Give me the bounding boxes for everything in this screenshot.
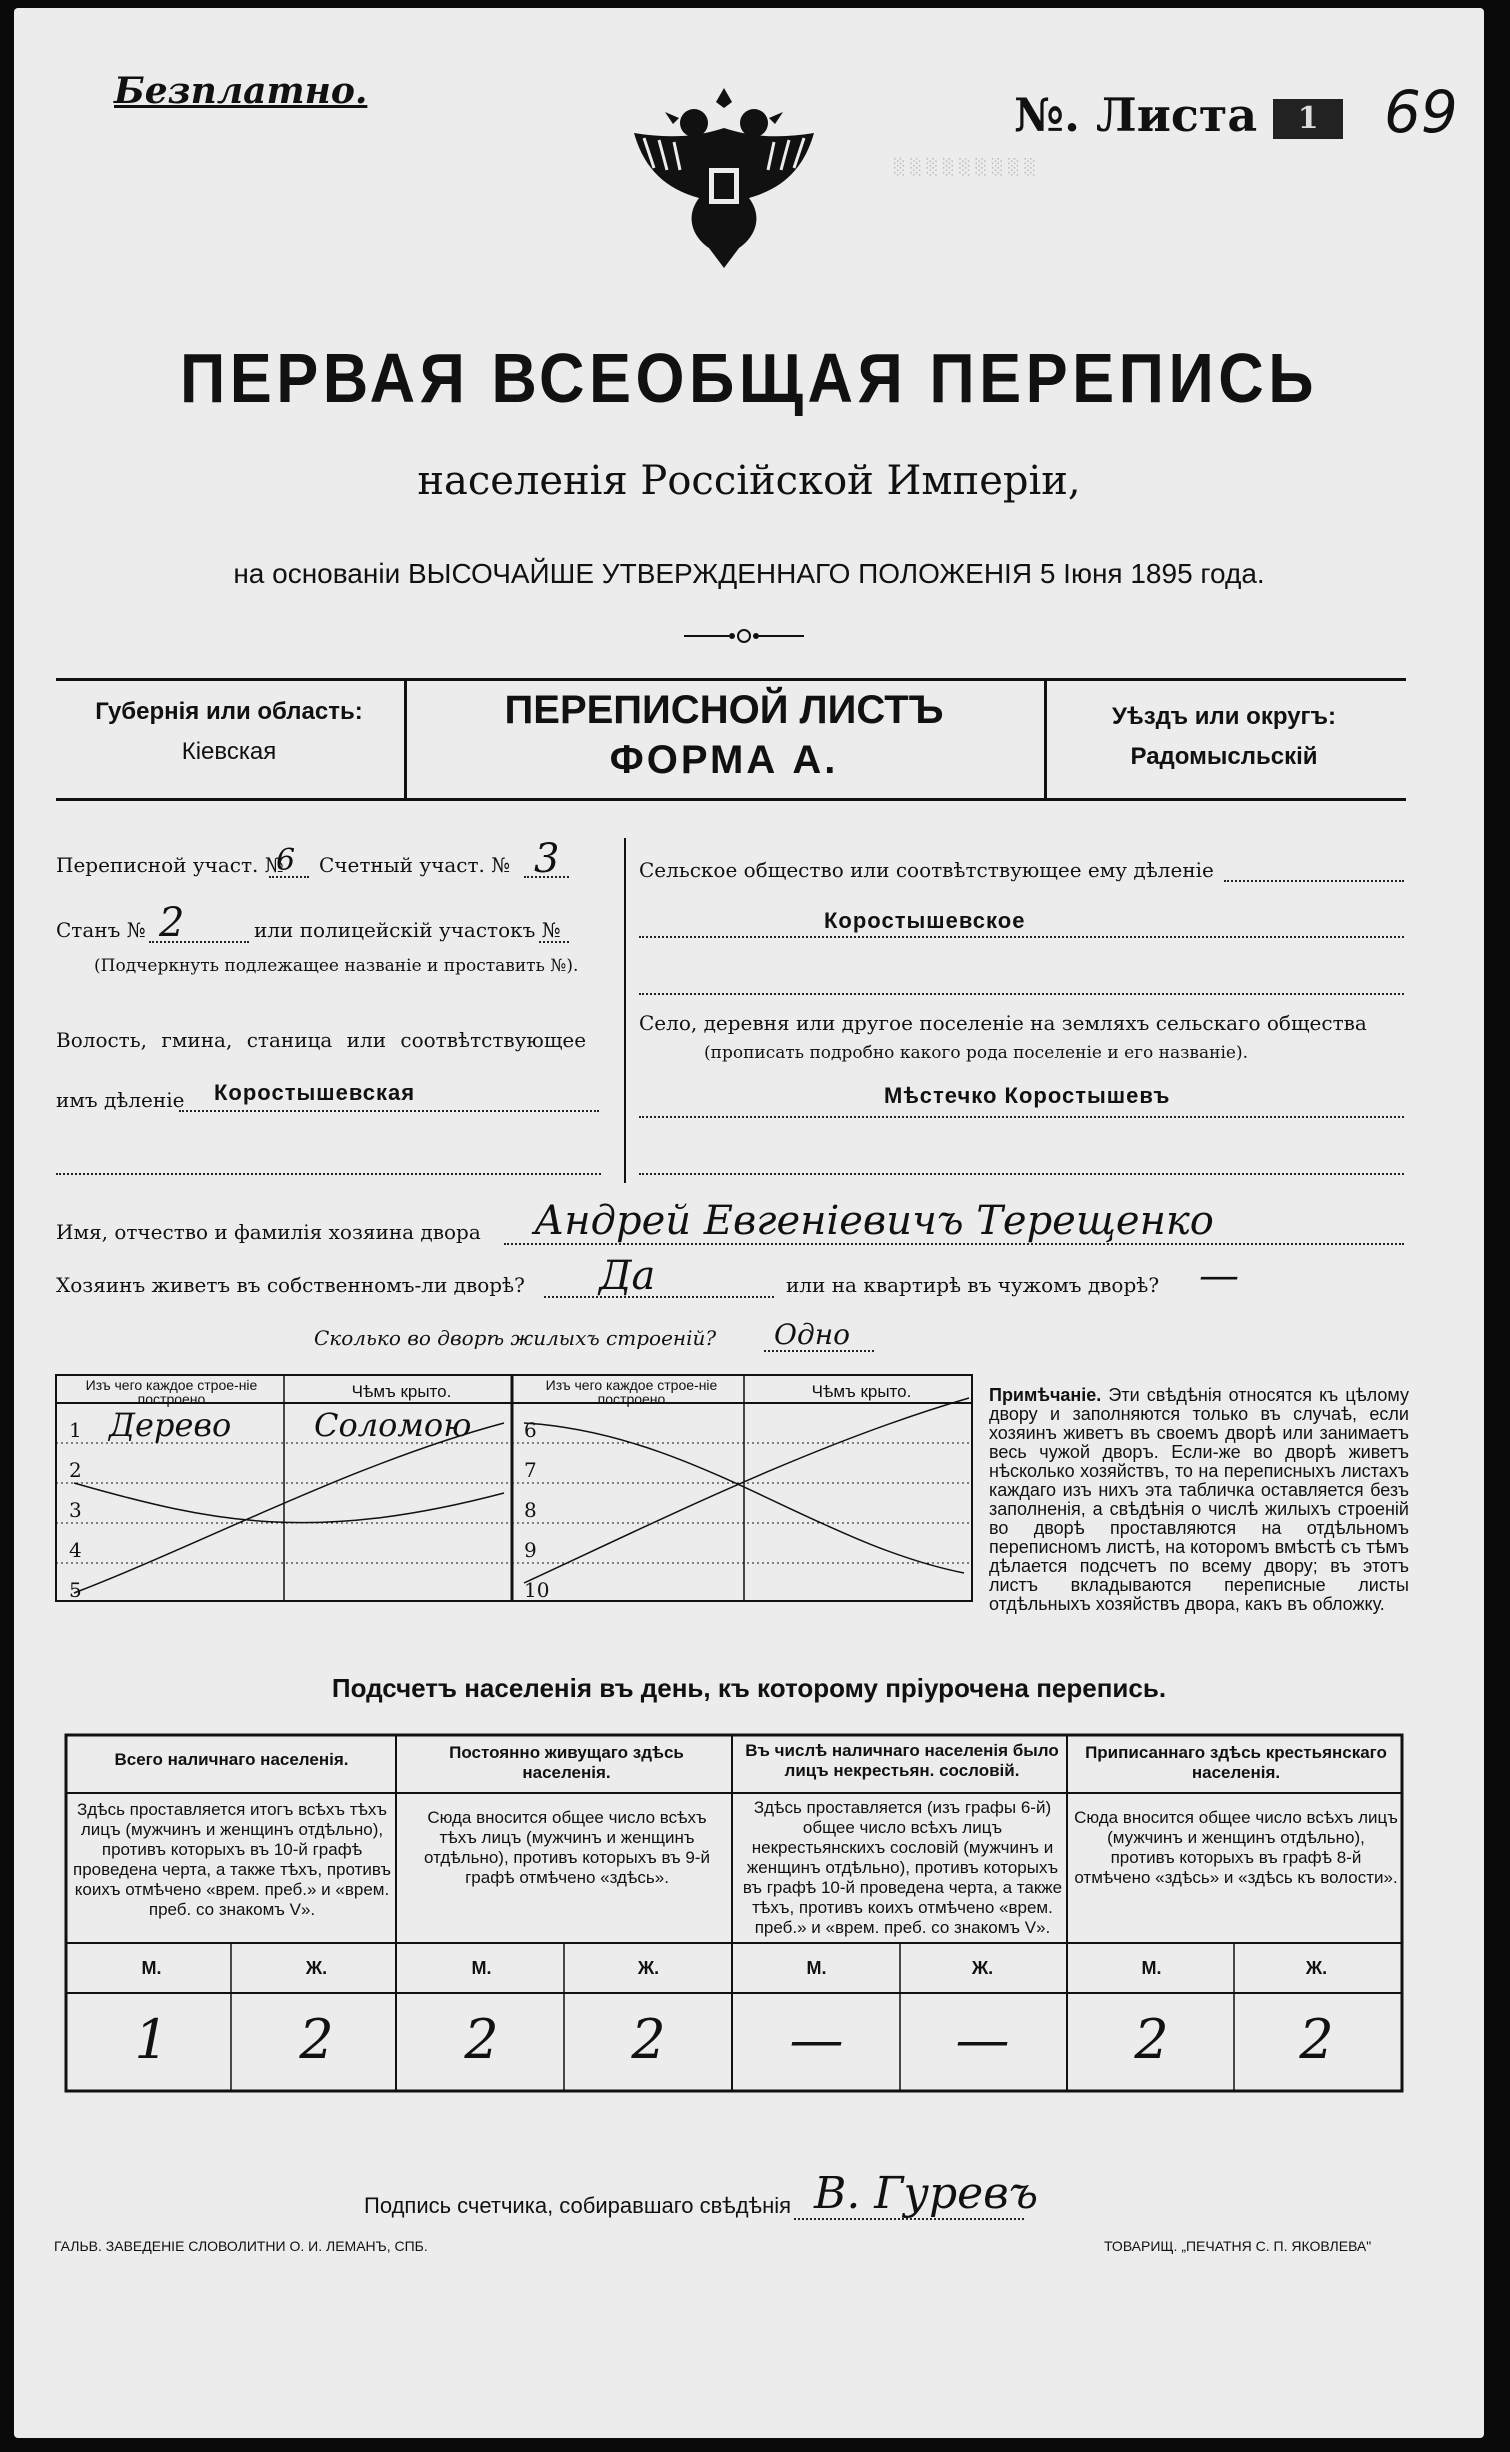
- form-subtitle: ФОРМА А.: [609, 738, 839, 782]
- volost-label-2: имъ дѣленіе: [56, 1088, 185, 1112]
- buildings-value: Одно: [774, 1318, 851, 1351]
- count-col-3-m-label: М.: [806, 1958, 827, 1978]
- note-title: Примѣчаніе.: [989, 1385, 1102, 1405]
- row-number: 8: [524, 1498, 537, 1522]
- stan-line: [149, 941, 249, 943]
- society-line-2: [639, 936, 1404, 938]
- count-col-2-f-value: 2: [631, 2008, 666, 2071]
- row-number: 1: [69, 1418, 82, 1442]
- lives-rent-label: или на квартирѣ въ чужомъ дворѣ?: [786, 1273, 1160, 1297]
- stan-label: Станъ №: [56, 918, 146, 942]
- roof-1-value: Соломою: [314, 1406, 472, 1444]
- village-line-2: [639, 1173, 1404, 1175]
- census-sheet: [14, 8, 1484, 2438]
- form-title: ПЕРЕПИСНОЙ ЛИСТЪ: [504, 688, 944, 732]
- count-col-1-head: Всего наличнаго населенія.: [114, 1750, 349, 1769]
- count-col-2-desc: Сюда вносится общее число всѣхъ тѣхъ лицъ (мужчинъ и женщинъ отдѣльно), противъ которыхъ въ 9-й графѣ отмѣчено «здѣсь».: [424, 1808, 710, 1887]
- corner-mark: 69: [1384, 78, 1458, 146]
- census-area-value: 6: [276, 843, 296, 878]
- row-number: 10: [524, 1578, 550, 1602]
- count-col-2-m-label: М.: [471, 1958, 492, 1978]
- count-area-label: Счетный участ. №: [319, 853, 511, 877]
- owner-value: Андрей Евгеніевичъ Терещенко: [534, 1198, 1214, 1244]
- village-note: (прописать подробно какого рода поселеніе и его названіе).: [704, 1043, 1248, 1063]
- signature-value: В. Гуревъ: [814, 2168, 1039, 2219]
- district-value: Радомысльскій: [1130, 743, 1318, 770]
- volost-line-2: [56, 1173, 601, 1175]
- note-block: [989, 1386, 1409, 1614]
- main-title: ПЕРВАЯ ВСЕОБЩАЯ ПЕРЕПИСЬ: [179, 339, 1319, 417]
- police-label: или полицейскій участокъ №: [254, 918, 561, 942]
- province-label: Губернія или область:: [95, 698, 363, 725]
- village-line: [639, 1116, 1404, 1118]
- village-value: Мѣстечко Коростышевъ: [884, 1083, 1171, 1108]
- underline-note: (Подчеркнуть подлежащее названіе и проставить №).: [94, 956, 579, 976]
- count-col-3-head: Въ числѣ наличнаго населенія было лицъ некрестьян. сословій.: [745, 1741, 1059, 1780]
- count-col-1-m-value: 1: [134, 2008, 169, 2071]
- police-line: [539, 941, 569, 943]
- boxes-top-border: [56, 678, 1406, 681]
- count-col-2-f-label: Ж.: [637, 1958, 660, 1978]
- row-number: 7: [524, 1458, 537, 1482]
- box-divider-left: [404, 678, 407, 801]
- signature-label: Подпись счетчика, собиравшаго свѣдѣнія: [364, 2193, 792, 2218]
- count-col-1-f-label: Ж.: [305, 1958, 328, 1978]
- note-text: Эти свѣдѣнія относятся къ цѣлому двору и заполняются только въ случаѣ, если хозяинъ живетъ въ своемъ дворѣ или занимаетъ весь чужой дворъ. Если-же во дворѣ живетъ нѣсколько хозяйствъ, то на переписныхъ листахъ каждаго изъ нихъ эта табличка оставляется безъ заполненія, а свѣдѣнія о числѣ жилыхъ строеній во дворѣ проставляются на отдѣльномъ переписномъ листѣ, на которомъ вмѣстѣ съ тѣмъ дѣлается подсчетъ по всему двору; въ этотъ листъ вкладываются переписные листы отдѣльныхъ хозяйствъ двора, какъ въ обложку.: [989, 1385, 1409, 1614]
- free-label: Безплатно.: [114, 70, 368, 112]
- village-label: Село, деревня или другое поселеніе на земляхъ сельскаго общества: [639, 1011, 1367, 1035]
- count-col-3-f-label: Ж.: [971, 1958, 994, 1978]
- box-divider-right: [1044, 678, 1047, 801]
- row-number: 5: [69, 1578, 82, 1602]
- boxes-bottom-border: [56, 798, 1406, 801]
- bleed-through-text: ░ ░ ░ ░ ░ ░ ░ ░ ░: [894, 158, 1036, 176]
- buildings-col-roof-right: Чѣмъ крыто.: [811, 1382, 912, 1401]
- count-col-1-m-label: М.: [141, 1958, 162, 1978]
- buildings-col-material: Изъ чего каждое строе-ніе построено: [85, 1377, 258, 1407]
- volost-label: Волость, гмина, станица или соотвѣтствующее: [56, 1028, 587, 1052]
- count-col-4-m-label: М.: [1141, 1958, 1162, 1978]
- count-col-3-f-value: —: [955, 2008, 1010, 2071]
- row-number: 6: [524, 1418, 537, 1442]
- double-headed-eagle-icon: [624, 78, 824, 278]
- lives-own-value: Да: [599, 1253, 656, 1299]
- count-col-4-desc: Сюда вносится общее число всѣхъ лицъ (мужчинъ и женщинъ отдѣльно), противъ которыхъ въ графѣ 8-й отмѣчено «здѣсь» и «здѣсь къ волости».: [1074, 1808, 1398, 1887]
- society-value: Коростышевское: [824, 908, 1026, 933]
- row-number: 3: [69, 1498, 82, 1522]
- buildings-col-roof: Чѣмъ крыто.: [351, 1382, 452, 1401]
- count-col-4-m-value: 2: [1134, 2008, 1169, 2071]
- count-col-1-f-value: 2: [299, 2008, 334, 2071]
- lives-own-label: Хозяинъ живетъ въ собственномъ-ли дворѣ?: [56, 1273, 525, 1297]
- basis-line: на основаніи ВЫСОЧАЙШЕ УТВЕРЖДЕННАГО ПОЛОЖЕНІЯ 5 Іюня 1895 года.: [233, 558, 1265, 589]
- subtitle: населенія Россійской Имперіи,: [417, 458, 1081, 504]
- count-col-4-head: Приписаннаго здѣсь крестьянскаго населенія.: [1085, 1743, 1387, 1782]
- province-value: Кіевская: [181, 738, 277, 765]
- district-label: Уѣздъ или округъ:: [1111, 703, 1337, 730]
- buildings-label: Сколько во дворѣ жилыхъ строеній?: [314, 1326, 717, 1350]
- fields-divider: [624, 838, 626, 1183]
- count-col-2-m-value: 2: [464, 2008, 499, 2071]
- count-area-value: 3: [534, 836, 560, 882]
- row-number: 2: [69, 1458, 82, 1482]
- census-area-label: Переписной участ. №: [56, 853, 284, 877]
- ornament-icon: [684, 628, 804, 644]
- society-line-3: [639, 993, 1404, 995]
- footer-left: ГАЛЬВ. ЗАВЕДЕНІЕ СЛОВОЛИТНИ О. И. ЛЕМАНЪ, СПБ.: [54, 2238, 428, 2254]
- count-col-3-desc: Здѣсь проставляется (изъ графы 6-й) общее число всѣхъ лицъ некрестьянскихъ сословій (мужчинъ и женщинъ отдѣльно), противъ которыхъ въ графѣ 10-й проведена черта, а также тѣхъ, противъ коихъ отмѣчено «врем. преб.» и «врем. преб. со знакомъ V».: [742, 1798, 1063, 1937]
- sheet-number-label: №. Листа: [1014, 88, 1258, 142]
- stan-value: 2: [159, 900, 185, 946]
- row-number: 4: [69, 1538, 82, 1562]
- count-section-title: Подсчетъ населенія въ день, къ которому пріурочена перепись.: [331, 1673, 1167, 1703]
- material-1-value: Дерево: [109, 1406, 232, 1444]
- owner-label: Имя, отчество и фамилія хозяина двора: [56, 1220, 481, 1244]
- volost-value: Коростышевская: [214, 1080, 416, 1105]
- society-line: [1224, 880, 1404, 882]
- count-col-4-f-label: Ж.: [1305, 1958, 1328, 1978]
- count-col-1-desc: Здѣсь проставляется итогъ всѣхъ тѣхъ лицъ (мужчинъ и женщинъ отдѣльно), противъ которыхъ въ 10-й графѣ проведена черта, а также тѣхъ, противъ коихъ отмѣчено «врем. преб.» и «врем. преб. со знакомъ V».: [73, 1800, 391, 1919]
- lives-own-line: [544, 1296, 774, 1298]
- count-col-3-m-value: —: [789, 2008, 844, 2071]
- count-col-4-f-value: 2: [1299, 2008, 1334, 2071]
- footer-right: ТОВАРИЩ. „ПЕЧАТНЯ С. П. ЯКОВЛЕВА": [1104, 2238, 1372, 2254]
- sheet-number: [1014, 88, 1343, 142]
- count-col-2-head: Постоянно живущаго здѣсь населенія.: [449, 1743, 684, 1782]
- row-number: 9: [524, 1538, 537, 1562]
- lives-rent-value: —: [1199, 1253, 1239, 1299]
- buildings-col-material-right: Изъ чего каждое строе-ніе построено: [545, 1377, 718, 1407]
- volost-line: [179, 1110, 599, 1112]
- society-label: Сельское общество или соотвѣтствующее ему дѣленіе: [639, 858, 1214, 882]
- sheet-number-value: 1: [1273, 99, 1343, 139]
